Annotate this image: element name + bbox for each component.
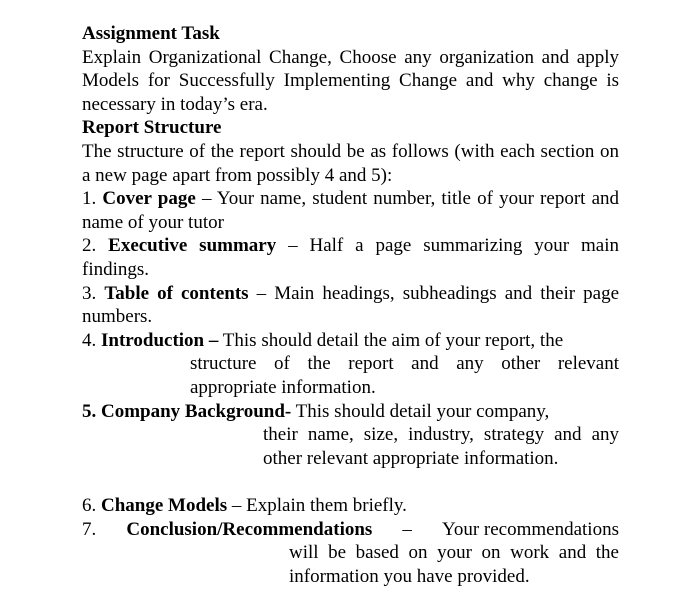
list-item-continuation: their name, size, industry, strategy and any other relevant appropriate information. [263,424,619,469]
list-item-text: Explain them briefly. [246,495,407,517]
list-item-number: 5. [82,400,97,422]
list-item-separator: – [195,188,217,210]
list-item-table-of-contents [82,282,619,329]
assignment-heading: Assignment Task [82,23,220,44]
list-item-company-background [82,400,619,471]
list-item-continuation: will be based on your on work and the information you have provided. [289,542,619,588]
list-item-number: 4. [82,329,97,351]
list-item-text: Main headings, subheadings and their page numbers. [82,282,619,328]
list-item-title: Table of contents [104,282,249,304]
list-item-first-line [82,518,619,542]
list-item-title: Cover page [102,188,196,210]
list-item-text: Half a page summarizing your main findings. [82,235,619,280]
list-item-first-line [82,400,619,424]
list-item-first-line [82,329,619,353]
list-item-title: Change Models [101,495,228,517]
list-item-introduction [82,329,619,400]
report-structure-heading: Report Structure [82,117,222,139]
list-item-separator: – [248,282,275,304]
list-item-number: 1. [82,188,97,210]
list-item-separator: – [402,518,412,540]
list-item-text: Your name, student number, title of your report and name of your tutor [82,188,620,233]
list-item-title: Conclusion/Recommendations [126,518,373,540]
list-item-text: Your recommendations [442,518,619,540]
list-item-change-models [82,494,619,518]
list-item-title: Company Background- [101,400,292,422]
report-structure-intro: The structure of the report should be as follows (with each section on a new page apart from possibly 4 and 5): [82,140,619,186]
list-item-number: 6. [82,495,97,517]
list-item-continuation: structure of the report and any other relevant appropriate information. [190,353,619,398]
list-item-text: This should detail the aim of your report, the [222,329,564,351]
list-item-number: 3. [82,282,97,304]
list-item-conclusion [82,518,619,589]
list-item-separator: – [227,495,247,517]
list-item-number: 7. [82,518,97,540]
spacer [82,470,619,494]
list-item-title: Executive summary [108,235,277,257]
list-item-number: 2. [82,235,97,257]
list-item-text: This should detail your company, [295,400,550,422]
list-item-executive-summary [82,234,619,281]
list-item-cover-page [82,187,619,234]
document-page [82,22,619,589]
assignment-body: Explain Organizational Change, Choose any organization and apply Models for Successfully Implementing Change and why change is necessary in today’s era. [82,46,619,115]
list-item-separator: – [276,235,310,257]
list-item-title: Introduction – [101,329,219,351]
